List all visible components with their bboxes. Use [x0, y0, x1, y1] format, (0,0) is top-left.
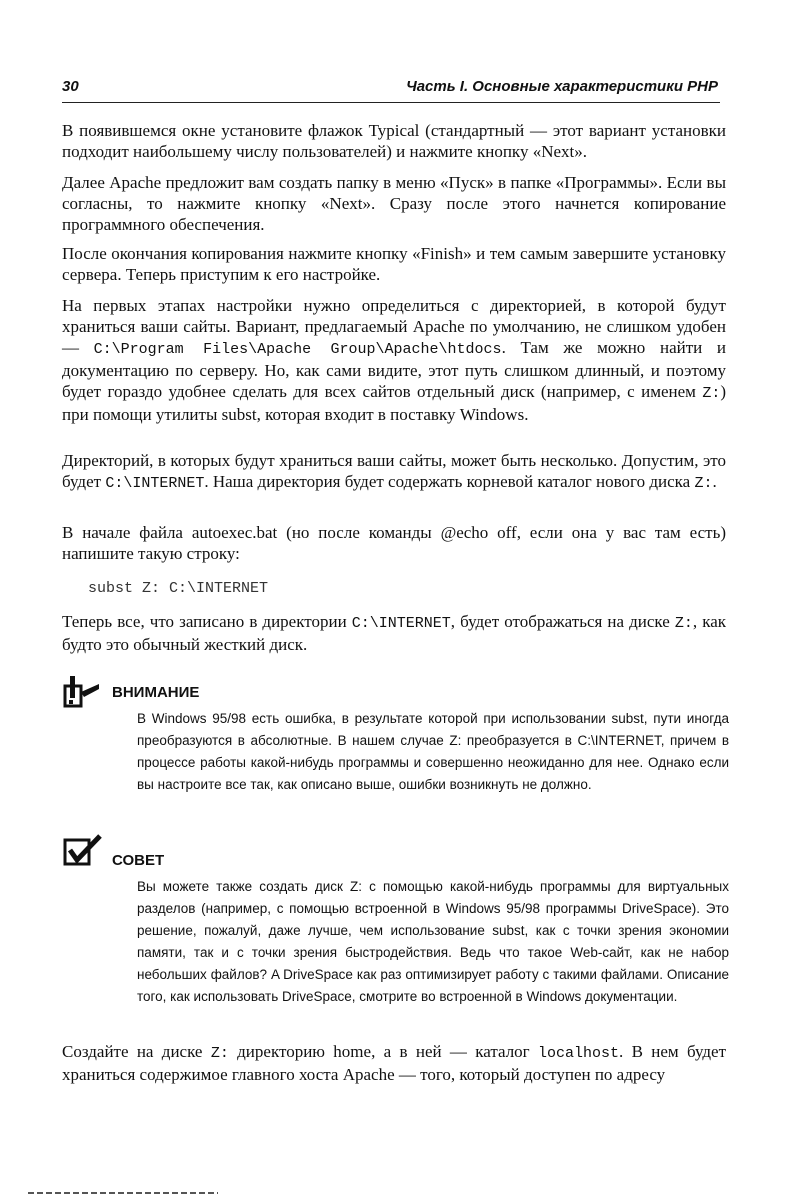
warning-hand-icon	[62, 672, 102, 712]
paragraph-3: После окончания копирования нажмите кнопку «Finish» и тем самым завершите установку сервера. Теперь приступим к его настройке.	[62, 244, 726, 284]
p4-text-c: ) при помощи утилиты subst, которая входит в поставку Windows.	[62, 382, 726, 424]
p6-cmd: @echo off	[440, 523, 517, 542]
tip-text: Вы можете также создать диск Z: с помощью какой-нибудь программы для виртуальных разделов (например, с помощью встроенной в Windows 95/98 программы DriveSpace). Это решение, пожалуй, даже лучше, чем использование subst, как с точки зрения экономии памяти, так и с точки зрения быстродействия. Ведь что такое Web-сайт, как не набор небольших файлов? A DriveSpace как раз оптимизирует работу с такими файлами. Описание того, как использовать DriveSpace, смотрите во встроенной в Windows документации.	[137, 879, 729, 1004]
checkmark-tip-icon	[62, 832, 104, 870]
p7-text-a: Теперь все, что записано в директории	[62, 612, 347, 631]
final-text-b: директорию home, а в ней — каталог	[237, 1042, 530, 1061]
paragraph-4	[62, 295, 726, 425]
p4-drive: Z:	[702, 385, 721, 402]
p7-text-b: , будет отображаться на диске	[450, 612, 670, 631]
page-number: 30	[62, 78, 79, 95]
header-rule	[62, 102, 720, 103]
p5-drive: Z:	[694, 475, 713, 492]
final-text-c: . В нем будет храниться содержимое главного хоста Apache — того, который доступен по адресу	[62, 1042, 727, 1084]
p6-text-a: В начале файла	[62, 523, 183, 542]
p7-text-c: , как будто это обычный жесткий диск.	[62, 612, 727, 654]
p5-path: C:\INTERNET	[105, 475, 205, 492]
scan-artifact	[28, 1192, 218, 1194]
p7-path: C:\INTERNET	[351, 615, 451, 632]
paragraph-5	[62, 450, 726, 494]
warning-text: В Windows 95/98 есть ошибка, в результате которой при использовании subst, пути иногда преобразуются в абсолютные. В нашем случае Z: преобразуется в C:\INTERNET, причем в процессе работы какой-нибудь программы и совершенно неожиданно для нее. Однако если вы настроите все так, как описано выше, ошибки возникнуть не должно.	[137, 711, 729, 792]
p4-text-a: На первых этапах настройки нужно определиться с директорией, в которой будут храниться ваши сайты. Вариант, предлагаемый Apache по умолчанию, не слишком удобен —	[62, 296, 726, 357]
p6-file: autoexec.bat	[191, 523, 278, 542]
p4-path: C:\Program Files\Apache Group\Apache\htdocs	[93, 341, 502, 358]
warning-heading: ВНИМАНИЕ	[112, 684, 200, 701]
final-drive: Z:	[210, 1045, 229, 1062]
p6-text-c: , если она у вас там есть) напишите такую строку:	[62, 523, 727, 563]
p7-drive: Z:	[674, 615, 693, 632]
final-text-a: Создайте на диске	[62, 1042, 203, 1061]
paragraph-1: В появившемся окне установите флажок Typical (стандартный — этот вариант установки подходит наибольшему числу пользователей) и нажмите кнопку «Next».	[62, 121, 726, 161]
p5-text-c: .	[712, 472, 717, 491]
paragraph-6	[62, 522, 726, 564]
p5-text-b: . Нашa директория будет содержать корневой каталог нового диска	[204, 472, 691, 491]
paragraph-7	[62, 611, 726, 655]
final-dir: localhost	[537, 1045, 619, 1062]
paragraph-2: Далее Apache предложит вам создать папку в меню «Пуск» в папке «Программы». Если вы согласны, то нажмите кнопку «Next». Сразу после этого начнется копирование программного обеспечения.	[62, 173, 726, 234]
chapter-title: Часть I. Основные характеристики PHP	[406, 78, 718, 95]
final-paragraph	[62, 1041, 726, 1085]
running-header	[62, 78, 718, 102]
p4-text-b: . Там же можно найти и документацию по серверу. Но, как сами видите, этот путь слишком длинный, и поэтому будет гораздо удобнее сделать для всех сайтов отдельный диск (например, с именем	[62, 338, 726, 401]
p5-text-a: Директорий, в которых будут храниться ваши сайты, может быть несколько. Допустим, это будет	[62, 451, 726, 491]
p6-text-b: (но после команды	[286, 523, 432, 542]
tip-heading: СОВЕТ	[112, 852, 165, 869]
code-line: subst Z: C:\INTERNET	[88, 580, 269, 597]
